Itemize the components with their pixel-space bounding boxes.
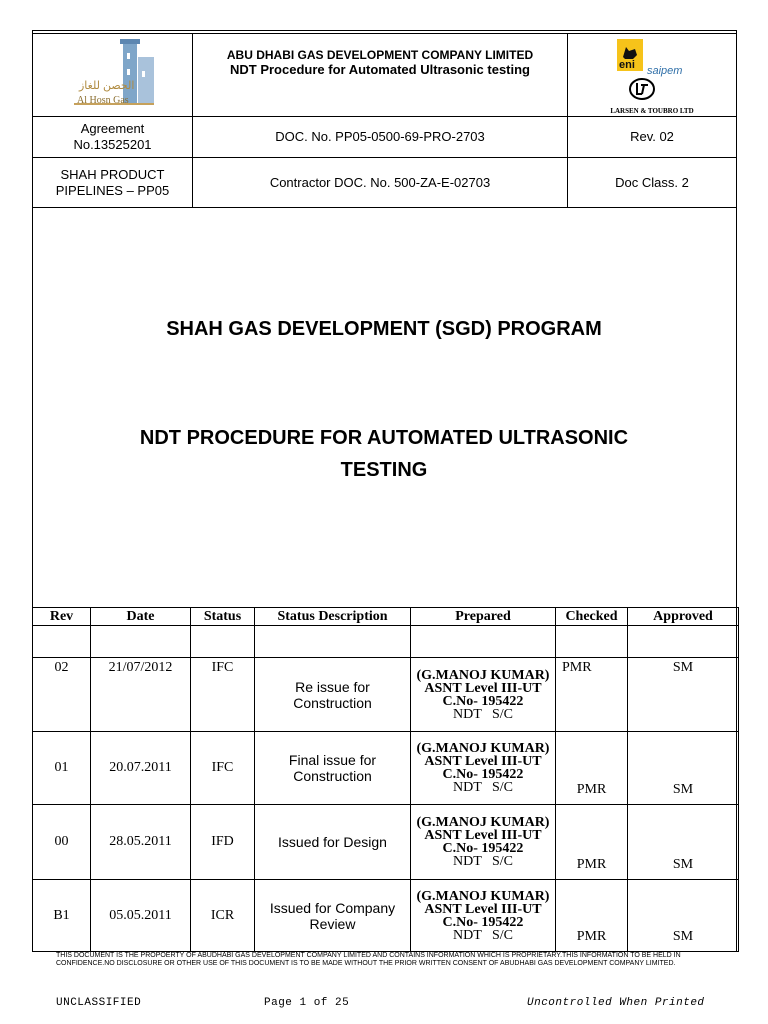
- contractor-logos-cell: [568, 34, 737, 117]
- table-row: [33, 880, 739, 952]
- lt-logo-icon: [629, 78, 655, 100]
- prepared-level: ASNT Level III-UT: [424, 828, 542, 843]
- empty-cell: [91, 626, 191, 658]
- cell-checked: PMR: [556, 880, 628, 952]
- table-row: [33, 732, 739, 805]
- program-title: SHAH GAS DEVELOPMENT (SGD) PROGRAM: [166, 318, 602, 340]
- footer-print-status: Uncontrolled When Printed: [527, 997, 705, 1009]
- logo-arabic-text: الحصن للغاز: [79, 80, 135, 92]
- cell-checked: PMR: [556, 658, 628, 732]
- eni-logo-text: eni: [619, 59, 635, 71]
- procedure-title-line-2: TESTING: [340, 459, 428, 481]
- column-header-checked: Checked: [556, 608, 628, 626]
- cell-status: IFC: [191, 732, 255, 805]
- empty-cell: [33, 626, 91, 658]
- confidentiality-disclaimer: THIS DOCUMENT IS THE PROPOERTY OF ABUDHABI GAS DEVELOPMENT COMPANY LIMITED AND CONTAINS INFORMATION WHICH IS PROPRIETARY.THIS INFORMATION TO BE HELD IN CONFIDENCE.NO DISCLOSURE OR OTHER USE OF THIS DOCUMENT IS TO BE MADE WITHOUT THE PRIOR WRITTEN CONSENT OF ABUDHABI GAS DEVELOPMENT COMPANY LIMITED.: [56, 952, 681, 967]
- prepared-ndt: NDT S/C: [452, 927, 514, 943]
- cell-date: 21/07/2012: [91, 658, 191, 732]
- table-header-row: [33, 608, 739, 626]
- column-header-status-description: Status Description: [255, 608, 411, 626]
- agreement-number: Agreement No.13525201: [33, 117, 193, 158]
- cell-status: IFC: [191, 658, 255, 732]
- prepared-ndt: NDT S/C: [452, 780, 514, 795]
- prepared-level: ASNT Level III-UT: [424, 754, 542, 769]
- table-row: [33, 658, 739, 732]
- cell-status-description: Issued for Company Review: [255, 880, 411, 952]
- prepared-ndt: NDT S/C: [452, 854, 514, 869]
- empty-cell: [191, 626, 255, 658]
- client-logo-cell: [33, 34, 193, 117]
- empty-cell: [628, 626, 739, 658]
- cell-prepared: [411, 658, 556, 732]
- prepared-certificate: C.No- 195422: [442, 767, 524, 782]
- cell-status-description: Issued for Design: [255, 805, 411, 880]
- prepared-name: (G.MANOJ KUMAR): [416, 667, 550, 683]
- column-header-approved: Approved: [628, 608, 739, 626]
- cell-approved: SM: [628, 880, 739, 952]
- contractor-document-number: Contractor DOC. No. 500-ZA-E-02703: [193, 158, 568, 208]
- cell-date: 05.05.2011: [91, 880, 191, 952]
- cell-prepared: [411, 732, 556, 805]
- procedure-main-title: [34, 422, 734, 486]
- al-hosn-gas-logo: [33, 35, 192, 115]
- procedure-title: NDT Procedure for Automated Ultrasonic testing: [230, 61, 530, 77]
- cell-rev: 02: [33, 658, 91, 732]
- cell-prepared: [411, 805, 556, 880]
- empty-cell: [411, 626, 556, 658]
- prepared-level: ASNT Level III-UT: [424, 901, 542, 917]
- procedure-title-line-1: NDT PROCEDURE FOR AUTOMATED ULTRASONIC: [139, 427, 629, 449]
- cell-rev: 01: [33, 732, 91, 805]
- cell-status: ICR: [191, 880, 255, 952]
- footer-page-number: Page 1 of 25: [264, 997, 350, 1009]
- cell-date: 28.05.2011: [91, 805, 191, 880]
- revision-history-table: [32, 607, 739, 952]
- column-header-rev: Rev: [33, 608, 91, 626]
- column-header-prepared: Prepared: [411, 608, 556, 626]
- cell-rev: B1: [33, 880, 91, 952]
- cell-status-description: Final issue for Construction: [255, 732, 411, 805]
- company-title: ABU DHABI GAS DEVELOPMENT COMPANY LIMITED: [226, 47, 534, 62]
- revision-number: Rev. 02: [568, 117, 737, 158]
- prepared-name: (G.MANOJ KUMAR): [416, 815, 550, 830]
- title-cell: [193, 34, 568, 117]
- footer-classification: UNCLASSIFIED: [56, 997, 142, 1009]
- cell-date: 20.07.2011: [91, 732, 191, 805]
- prepared-certificate: C.No- 195422: [442, 914, 524, 930]
- prepared-name: (G.MANOJ KUMAR): [416, 741, 550, 756]
- logo-english-text: Al Hosn Gas: [77, 95, 129, 106]
- cell-checked: PMR: [556, 732, 628, 805]
- project-name: SHAH PRODUCT PIPELINES – PP05: [33, 158, 193, 208]
- prepared-certificate: C.No- 195422: [442, 841, 524, 856]
- column-header-date: Date: [91, 608, 191, 626]
- cell-status-description: Re issue for Construction: [255, 658, 411, 732]
- cell-approved: SM: [628, 658, 739, 732]
- cell-checked: PMR: [556, 805, 628, 880]
- empty-cell: [556, 626, 628, 658]
- cell-approved: SM: [628, 732, 739, 805]
- document-header: [32, 33, 737, 208]
- prepared-ndt: NDT S/C: [452, 706, 514, 722]
- contractor-logos: [568, 35, 736, 115]
- cell-status: IFD: [191, 805, 255, 880]
- column-header-status: Status: [191, 608, 255, 626]
- document-number: DOC. No. PP05-0500-69-PRO-2703: [193, 117, 568, 158]
- document-class: Doc Class. 2: [568, 158, 737, 208]
- prepared-certificate: C.No- 195422: [442, 693, 524, 709]
- prepared-name: (G.MANOJ KUMAR): [416, 888, 550, 904]
- cell-rev: 00: [33, 805, 91, 880]
- cell-prepared: [411, 880, 556, 952]
- empty-cell: [255, 626, 411, 658]
- saipem-logo-text: saipem: [647, 65, 683, 77]
- cell-approved: SM: [628, 805, 739, 880]
- lt-logo-text: LARSEN & TOUBRO LTD: [610, 107, 694, 115]
- table-row-empty: [33, 626, 739, 658]
- prepared-level: ASNT Level III-UT: [424, 680, 542, 696]
- table-row: [33, 805, 739, 880]
